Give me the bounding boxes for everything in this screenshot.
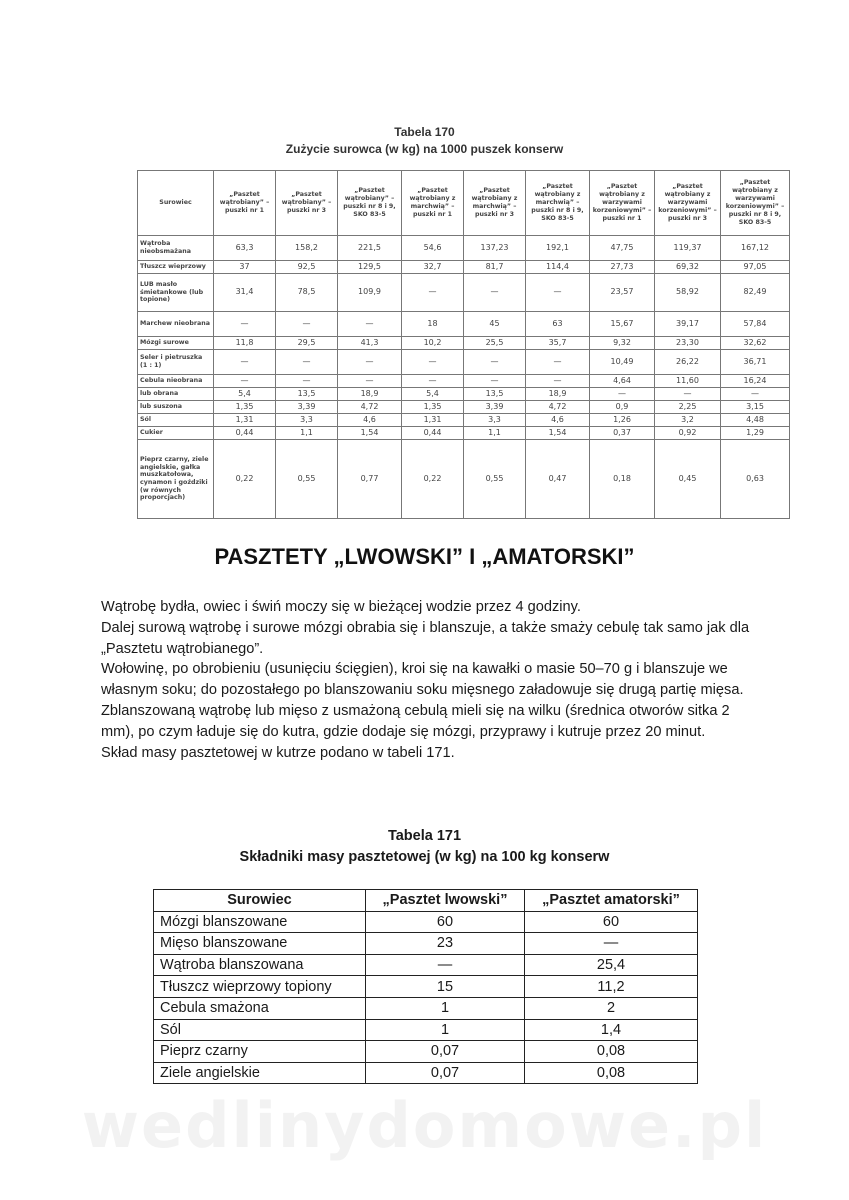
table-cell: 1,35: [214, 401, 276, 414]
table-cell: 15,67: [590, 312, 655, 337]
table-row-label: Mózgi surowe: [138, 337, 214, 350]
table-cell: 1,31: [214, 414, 276, 427]
table-cell: 129,5: [338, 261, 402, 274]
table-cell: 41,3: [338, 337, 402, 350]
table-cell: 15: [366, 976, 525, 998]
table-row-label: lub suszona: [138, 401, 214, 414]
table-cell: 221,5: [338, 236, 402, 261]
table-cell: 16,24: [721, 375, 790, 388]
table-cell: 0,63: [721, 440, 790, 519]
table-cell: 1: [366, 997, 525, 1019]
table-cell: 25,4: [525, 954, 698, 976]
table-cell: 31,4: [214, 274, 276, 312]
table-cell: 45: [464, 312, 526, 337]
table-row: [154, 997, 698, 1019]
table-row: [154, 933, 698, 955]
paragraph: Wątrobę bydła, owiec i świń moczy się w bieżącej wodzie przez 4 godziny.: [101, 599, 581, 615]
table-cell: —: [276, 312, 338, 337]
table-cell: 3,39: [464, 401, 526, 414]
table-cell: 1,1: [464, 427, 526, 440]
table-cell: —: [276, 350, 338, 375]
table-171-header-cell: „Pasztet lwowski”: [366, 890, 525, 912]
table-cell: —: [366, 954, 525, 976]
table-170-title: Tabela 170: [394, 125, 455, 139]
table-row: [138, 261, 790, 274]
table-cell: 167,12: [721, 236, 790, 261]
table-170-header-cell: „Pasztet wątrobiany z marchwią” – puszki nr 1: [402, 171, 464, 236]
table-171-subtitle: Składniki masy pasztetowej (w kg) na 100 kg konserw: [239, 849, 610, 865]
watermark: wedlinydomowe.pl: [81, 1089, 768, 1162]
table-cell: 97,05: [721, 261, 790, 274]
table-cell: 1: [366, 1019, 525, 1041]
table-cell: 18,9: [526, 388, 590, 401]
table-cell: 35,7: [526, 337, 590, 350]
table-cell: 63: [526, 312, 590, 337]
table-row-label: Mózgi blanszowane: [154, 911, 366, 933]
table-cell: —: [526, 375, 590, 388]
table-170-header-cell: „Pasztet wątrobiany z marchwią” – puszki nr 8 i 9, SKO 83-5: [526, 171, 590, 236]
table-cell: 2: [525, 997, 698, 1019]
table-cell: 3,39: [276, 401, 338, 414]
table-cell: 36,71: [721, 350, 790, 375]
table-row: [138, 440, 790, 519]
table-cell: —: [464, 350, 526, 375]
body-text: [101, 597, 751, 763]
table-cell: 92,5: [276, 261, 338, 274]
table-cell: 63,3: [214, 236, 276, 261]
table-row: [138, 236, 790, 261]
table-cell: 0,37: [590, 427, 655, 440]
table-cell: 58,92: [655, 274, 721, 312]
table-cell: 60: [366, 911, 525, 933]
table-row-label: Cukier: [138, 427, 214, 440]
table-170-header-cell: „Pasztet wątrobiany” – puszki nr 1: [214, 171, 276, 236]
table-row: [154, 1019, 698, 1041]
table-row-label: Pieprz czarny: [154, 1041, 366, 1063]
table-170-header-cell: „Pasztet wątrobiany” – puszki nr 3: [276, 171, 338, 236]
table-cell: 4,64: [590, 375, 655, 388]
table-cell: 0,22: [402, 440, 464, 519]
table-cell: —: [402, 375, 464, 388]
table-cell: 23: [366, 933, 525, 955]
table-cell: 192,1: [526, 236, 590, 261]
table-cell: 4,72: [526, 401, 590, 414]
table-row-label: Marchew nieobrana: [138, 312, 214, 337]
table-cell: 119,37: [655, 236, 721, 261]
table-cell: 0,77: [338, 440, 402, 519]
table-row: [154, 954, 698, 976]
table-170-header-cell: „Pasztet wątrobiany” – puszki nr 8 i 9, SKO 83-5: [338, 171, 402, 236]
table-cell: 2,25: [655, 401, 721, 414]
table-cell: 1,26: [590, 414, 655, 427]
table-cell: 1,1: [276, 427, 338, 440]
table-cell: —: [214, 375, 276, 388]
table-cell: 4,6: [526, 414, 590, 427]
table-row: [154, 1041, 698, 1063]
table-cell: —: [276, 375, 338, 388]
table-cell: —: [721, 388, 790, 401]
table-cell: 5,4: [402, 388, 464, 401]
table-cell: 23,30: [655, 337, 721, 350]
table-cell: 11,60: [655, 375, 721, 388]
table-cell: 4,72: [338, 401, 402, 414]
table-cell: 1,54: [526, 427, 590, 440]
table-cell: 0,07: [366, 1062, 525, 1084]
table-row-label: Pieprz czarny, ziele angielskie, gałka muszkatołowa, cynamon i goździki (w równych proporcjach): [138, 440, 214, 519]
table-cell: 0,47: [526, 440, 590, 519]
table-cell: 137,23: [464, 236, 526, 261]
table-row-label: Mięso blanszowane: [154, 933, 366, 955]
table-cell: 47,75: [590, 236, 655, 261]
table-cell: —: [402, 274, 464, 312]
table-cell: —: [526, 274, 590, 312]
table-row: [138, 401, 790, 414]
table-cell: 1,31: [402, 414, 464, 427]
paragraph: Dalej surową wątrobę i surowe mózgi obrabia się i blanszuje, a także smaży cebulę tak samo jak dla „Pasztetu wątrobianego”.: [101, 619, 750, 657]
table-row: [154, 911, 698, 933]
table-row-label: Sól: [138, 414, 214, 427]
table-cell: 114,4: [526, 261, 590, 274]
table-cell: 10,49: [590, 350, 655, 375]
table-cell: 0,55: [464, 440, 526, 519]
table-cell: 29,5: [276, 337, 338, 350]
table-cell: 3,15: [721, 401, 790, 414]
table-cell: —: [338, 375, 402, 388]
table-row-label: Tłuszcz wieprzowy: [138, 261, 214, 274]
table-cell: 0,08: [525, 1041, 698, 1063]
table-170-subtitle: Zużycie surowca (w kg) na 1000 puszek konserw: [285, 142, 564, 156]
table-cell: 1,29: [721, 427, 790, 440]
table-row: [154, 976, 698, 998]
table-cell: 13,5: [464, 388, 526, 401]
table-cell: 57,84: [721, 312, 790, 337]
table-cell: 0,45: [655, 440, 721, 519]
table-cell: 54,6: [402, 236, 464, 261]
table-cell: —: [655, 388, 721, 401]
table-row: [154, 1062, 698, 1084]
table-171-title: Tabela 171: [387, 828, 462, 844]
table-cell: 0,07: [366, 1041, 525, 1063]
table-170-header-cell: Surowiec: [138, 171, 214, 236]
paragraph: Skład masy pasztetowej w kutrze podano w tabeli 171.: [101, 744, 455, 761]
table-row: [138, 274, 790, 312]
table-cell: 0,55: [276, 440, 338, 519]
table-cell: 37: [214, 261, 276, 274]
table-cell: 27,73: [590, 261, 655, 274]
table-cell: 3,2: [655, 414, 721, 427]
table-row: [138, 312, 790, 337]
table-row: [138, 350, 790, 375]
table-cell: 1,4: [525, 1019, 698, 1041]
table-cell: 23,57: [590, 274, 655, 312]
table-cell: 13,5: [276, 388, 338, 401]
table-row-label: Sól: [154, 1019, 366, 1041]
table-170-header-cell: „Pasztet wątrobiany z marchwią” – puszki nr 3: [464, 171, 526, 236]
table-cell: 109,9: [338, 274, 402, 312]
table-cell: 69,32: [655, 261, 721, 274]
table-cell: 82,49: [721, 274, 790, 312]
table-row: [138, 388, 790, 401]
table-cell: —: [214, 350, 276, 375]
table-cell: 1,54: [338, 427, 402, 440]
table-170: [137, 170, 790, 519]
table-row: [138, 375, 790, 388]
table-cell: 0,18: [590, 440, 655, 519]
table-170-header-cell: „Pasztet wątrobiany z warzywami korzeniowymi” – puszki nr 8 i 9, SKO 83-5: [721, 171, 790, 236]
table-cell: 81,7: [464, 261, 526, 274]
table-row: [138, 427, 790, 440]
table-row-label: Tłuszcz wieprzowy topiony: [154, 976, 366, 998]
table-cell: 18: [402, 312, 464, 337]
table-cell: 0,44: [402, 427, 464, 440]
table-cell: —: [525, 933, 698, 955]
table-row-label: Cebula nieobrana: [138, 375, 214, 388]
table-cell: 25,5: [464, 337, 526, 350]
table-cell: —: [464, 274, 526, 312]
table-cell: —: [214, 312, 276, 337]
section-heading: PASZTETY „LWOWSKI” I „AMATORSKI”: [214, 544, 635, 569]
table-cell: —: [402, 350, 464, 375]
table-row-label: Seler i pietruszka (1 : 1): [138, 350, 214, 375]
table-cell: 32,62: [721, 337, 790, 350]
table-row-label: LUB masło śmietankowe (lub topione): [138, 274, 214, 312]
table-cell: 0,92: [655, 427, 721, 440]
table-cell: 60: [525, 911, 698, 933]
table-170-header-cell: „Pasztet wątrobiany z warzywami korzeniowymi” – puszki nr 1: [590, 171, 655, 236]
table-cell: 11,2: [525, 976, 698, 998]
table-row-label: Ziele angielskie: [154, 1062, 366, 1084]
table-170-header-cell: „Pasztet wątrobiany z warzywami korzeniowymi” – puszki nr 3: [655, 171, 721, 236]
paragraph: Wołowinę, po obrobieniu (usunięciu ścięgien), kroi się na kawałki o masie 50–70 g i blanszuje we własnym soku; do pozostałego po blanszowaniu soku mięsnego załadowuje się drugą partię mięsa.: [101, 661, 744, 699]
table-cell: 158,2: [276, 236, 338, 261]
table-cell: 0,44: [214, 427, 276, 440]
table-cell: 26,22: [655, 350, 721, 375]
table-cell: 5,4: [214, 388, 276, 401]
table-cell: 0,22: [214, 440, 276, 519]
table-cell: 3,3: [464, 414, 526, 427]
table-cell: 32,7: [402, 261, 464, 274]
table-171-header-cell: „Pasztet amatorski”: [525, 890, 698, 912]
table-cell: 11,8: [214, 337, 276, 350]
table-row-label: Wątroba blanszowana: [154, 954, 366, 976]
table-row: [138, 414, 790, 427]
table-cell: 4,6: [338, 414, 402, 427]
table-cell: 0,08: [525, 1062, 698, 1084]
table-cell: 78,5: [276, 274, 338, 312]
table-row: [138, 337, 790, 350]
table-171: [153, 889, 698, 1084]
table-row-label: Cebula smażona: [154, 997, 366, 1019]
table-cell: 9,32: [590, 337, 655, 350]
table-cell: 18,9: [338, 388, 402, 401]
table-cell: 39,17: [655, 312, 721, 337]
table-row-label: lub obrana: [138, 388, 214, 401]
table-cell: —: [338, 312, 402, 337]
table-row-label: Wątroba nieobsmażana: [138, 236, 214, 261]
paragraph: Zblanszowaną wątrobę lub mięso z usmażoną cebulą mieli się na wilku (średnica otworów sitka 2 mm), po czym ładuje się do kutra, gdzie dodaje się mózgi, przyprawy i kutruje przez 20 minut.: [101, 702, 730, 740]
table-cell: —: [464, 375, 526, 388]
table-cell: 4,48: [721, 414, 790, 427]
table-cell: 10,2: [402, 337, 464, 350]
table-171-header-cell: Surowiec: [154, 890, 366, 912]
table-cell: 3,3: [276, 414, 338, 427]
table-cell: 0,9: [590, 401, 655, 414]
table-cell: —: [526, 350, 590, 375]
table-cell: —: [590, 388, 655, 401]
table-cell: —: [338, 350, 402, 375]
table-cell: 1,35: [402, 401, 464, 414]
